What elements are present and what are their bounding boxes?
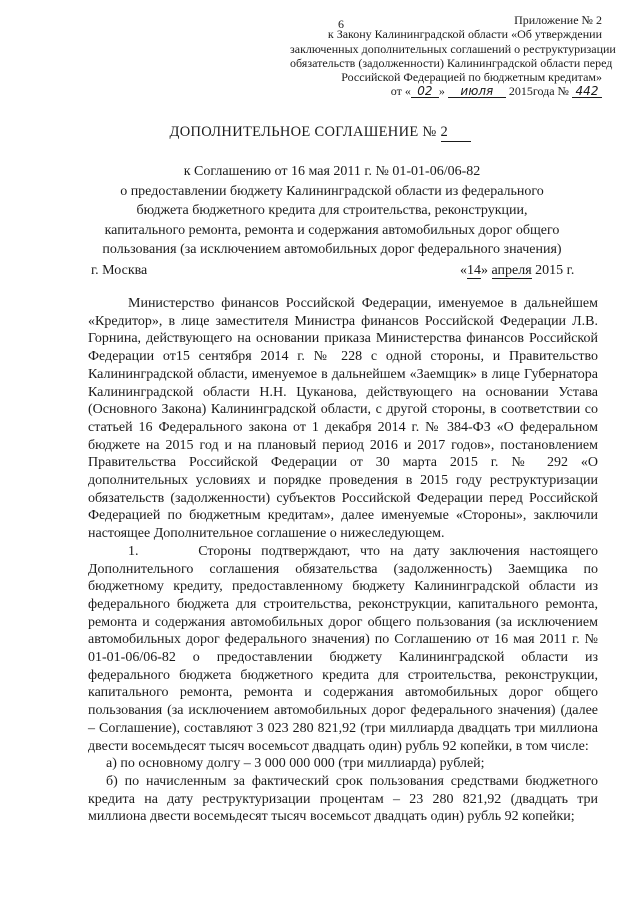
document-body <box>88 295 598 826</box>
appendix-year: 2015года № <box>508 84 569 99</box>
appendix-day: 02 <box>411 85 439 98</box>
subtitle-line: пользования (за исключением автомобильных дорог федерального значения) <box>102 242 562 257</box>
clause-1-paragraph: 1. Стороны подтверждают, что на дату заключения настоящего Дополнительного соглашения обязательства (задолженность) Заемщика по бюджетному кредиту, предоставленному бюджету Калининградской области из федерального бюджета для строительства, реконструкции, капитального ремонта, ремонта и содержания автомобильных дорог общего пользования (за исключением автомобильных дорог федерального значения) по Соглашению от 16 мая 2011 г. № 01-01-06/06-82 о предоставлении бюджету Калининградской области из федерального бюджета бюджетного кредита для строительства, реконструкции, капитального ремонта, ремонта и содержания автомобильных дорог общего пользования (за исключением автомобильных дорог федерального значения) (далее – Соглашение), составляют 3 023 280 821,92 (три миллиарда двадцать три миллиона двести восемьдесят тысяч восемьсот двадцать один) рубль 92 копейки, в том числе: <box>88 543 598 754</box>
page-number: 6 <box>338 17 344 31</box>
appendix-line: Российской Федерацией по бюджетным кредитам» <box>341 70 602 85</box>
document-title <box>0 124 640 142</box>
sign-date-day: 14 <box>467 263 481 278</box>
document-subtitle <box>72 162 592 260</box>
sign-date-month: апреля <box>491 263 532 278</box>
appendix-number: 442 <box>572 85 602 98</box>
clause-item-a: а) по основному долгу – 3 000 000 000 (три миллиарда) рублей; <box>106 756 485 772</box>
clause-item-b: б) по начисленным за фактический срок пользования средствами бюджетного кредита на дату реструктуризации процентам – 23 280 821,92 (двадцать три миллиона двести восемьдесят тысяч восемьсот двадцать один) рубль 92 копейки; <box>88 773 598 825</box>
appendix-date-line <box>290 84 602 98</box>
sign-date <box>460 263 574 279</box>
subtitle-line: капитального ремонта, ремонта и содержания автомобильных дорог общего <box>104 222 560 238</box>
appendix-line: заключенных дополнительных соглашений о реструктуризации <box>290 41 616 56</box>
subtitle-line: к Соглашению от 16 мая 2011 г. № 01-01-06/06-82 <box>183 164 481 179</box>
title-prefix: ДОПОЛНИТЕЛЬНОЕ СОГЛАШЕНИЕ № <box>169 124 437 140</box>
appendix-block <box>290 13 616 99</box>
appendix-date-prefix: от « <box>390 84 411 99</box>
appendix-line: к Закону Калининградской области «Об утверждении <box>327 27 602 42</box>
sign-date-year: 2015 г. <box>535 263 575 278</box>
preamble-paragraph: Министерство финансов Российской Федерации, именуемое в дальнейшем «Кредитор», в лице заместителя Министра финансов Российской Федерации Л.В. Горнина, действующего на основании приказа Министерства финансов Российской Федерации от15 сентября 2014 г. № 228 с одной стороны, и Правительство Калининградской области, именуемое в дальнейшем «Заемщик» в лице Губернатора Калининградской области Н.Н. Цуканова, действующего на основании Устава (Основного Закона) Калининградской области, с другой стороны, в соответствии со статьей 16 Федерального закона от 1 декабря 2014 г. № 384-ФЗ «О федеральном бюджете на 2015 год и на плановый период 2016 и 2017 годов», постановлением Правительства Российской Федерации от 30 марта 2015 г. № 292 «О дополнительных условиях и порядке проведения в 2015 году реструктуризации обязательств (задолженности) субъектов Российской Федерации перед Российской Федерацией по бюджетным кредитам», далее именуемые «Стороны», заключили настоящее Дополнительное соглашение о нижеследующем. <box>88 296 598 542</box>
sign-date-open: « <box>460 263 467 278</box>
appendix-line: обязательств (задолженности) Калининградской области перед <box>290 55 613 70</box>
appendix-month: июля <box>448 85 506 98</box>
city: г. Москва <box>91 263 148 278</box>
subtitle-line: бюджета бюджетного кредита для строительства, реконструкции, <box>136 203 528 218</box>
appendix-line: Приложение № 2 <box>514 13 602 27</box>
sign-date-close: » <box>481 263 488 278</box>
title-number: 2 <box>441 124 471 142</box>
subtitle-line: о предоставлении бюджету Калининградской области из федерального <box>120 183 544 199</box>
appendix-date-mid: » <box>438 84 445 99</box>
